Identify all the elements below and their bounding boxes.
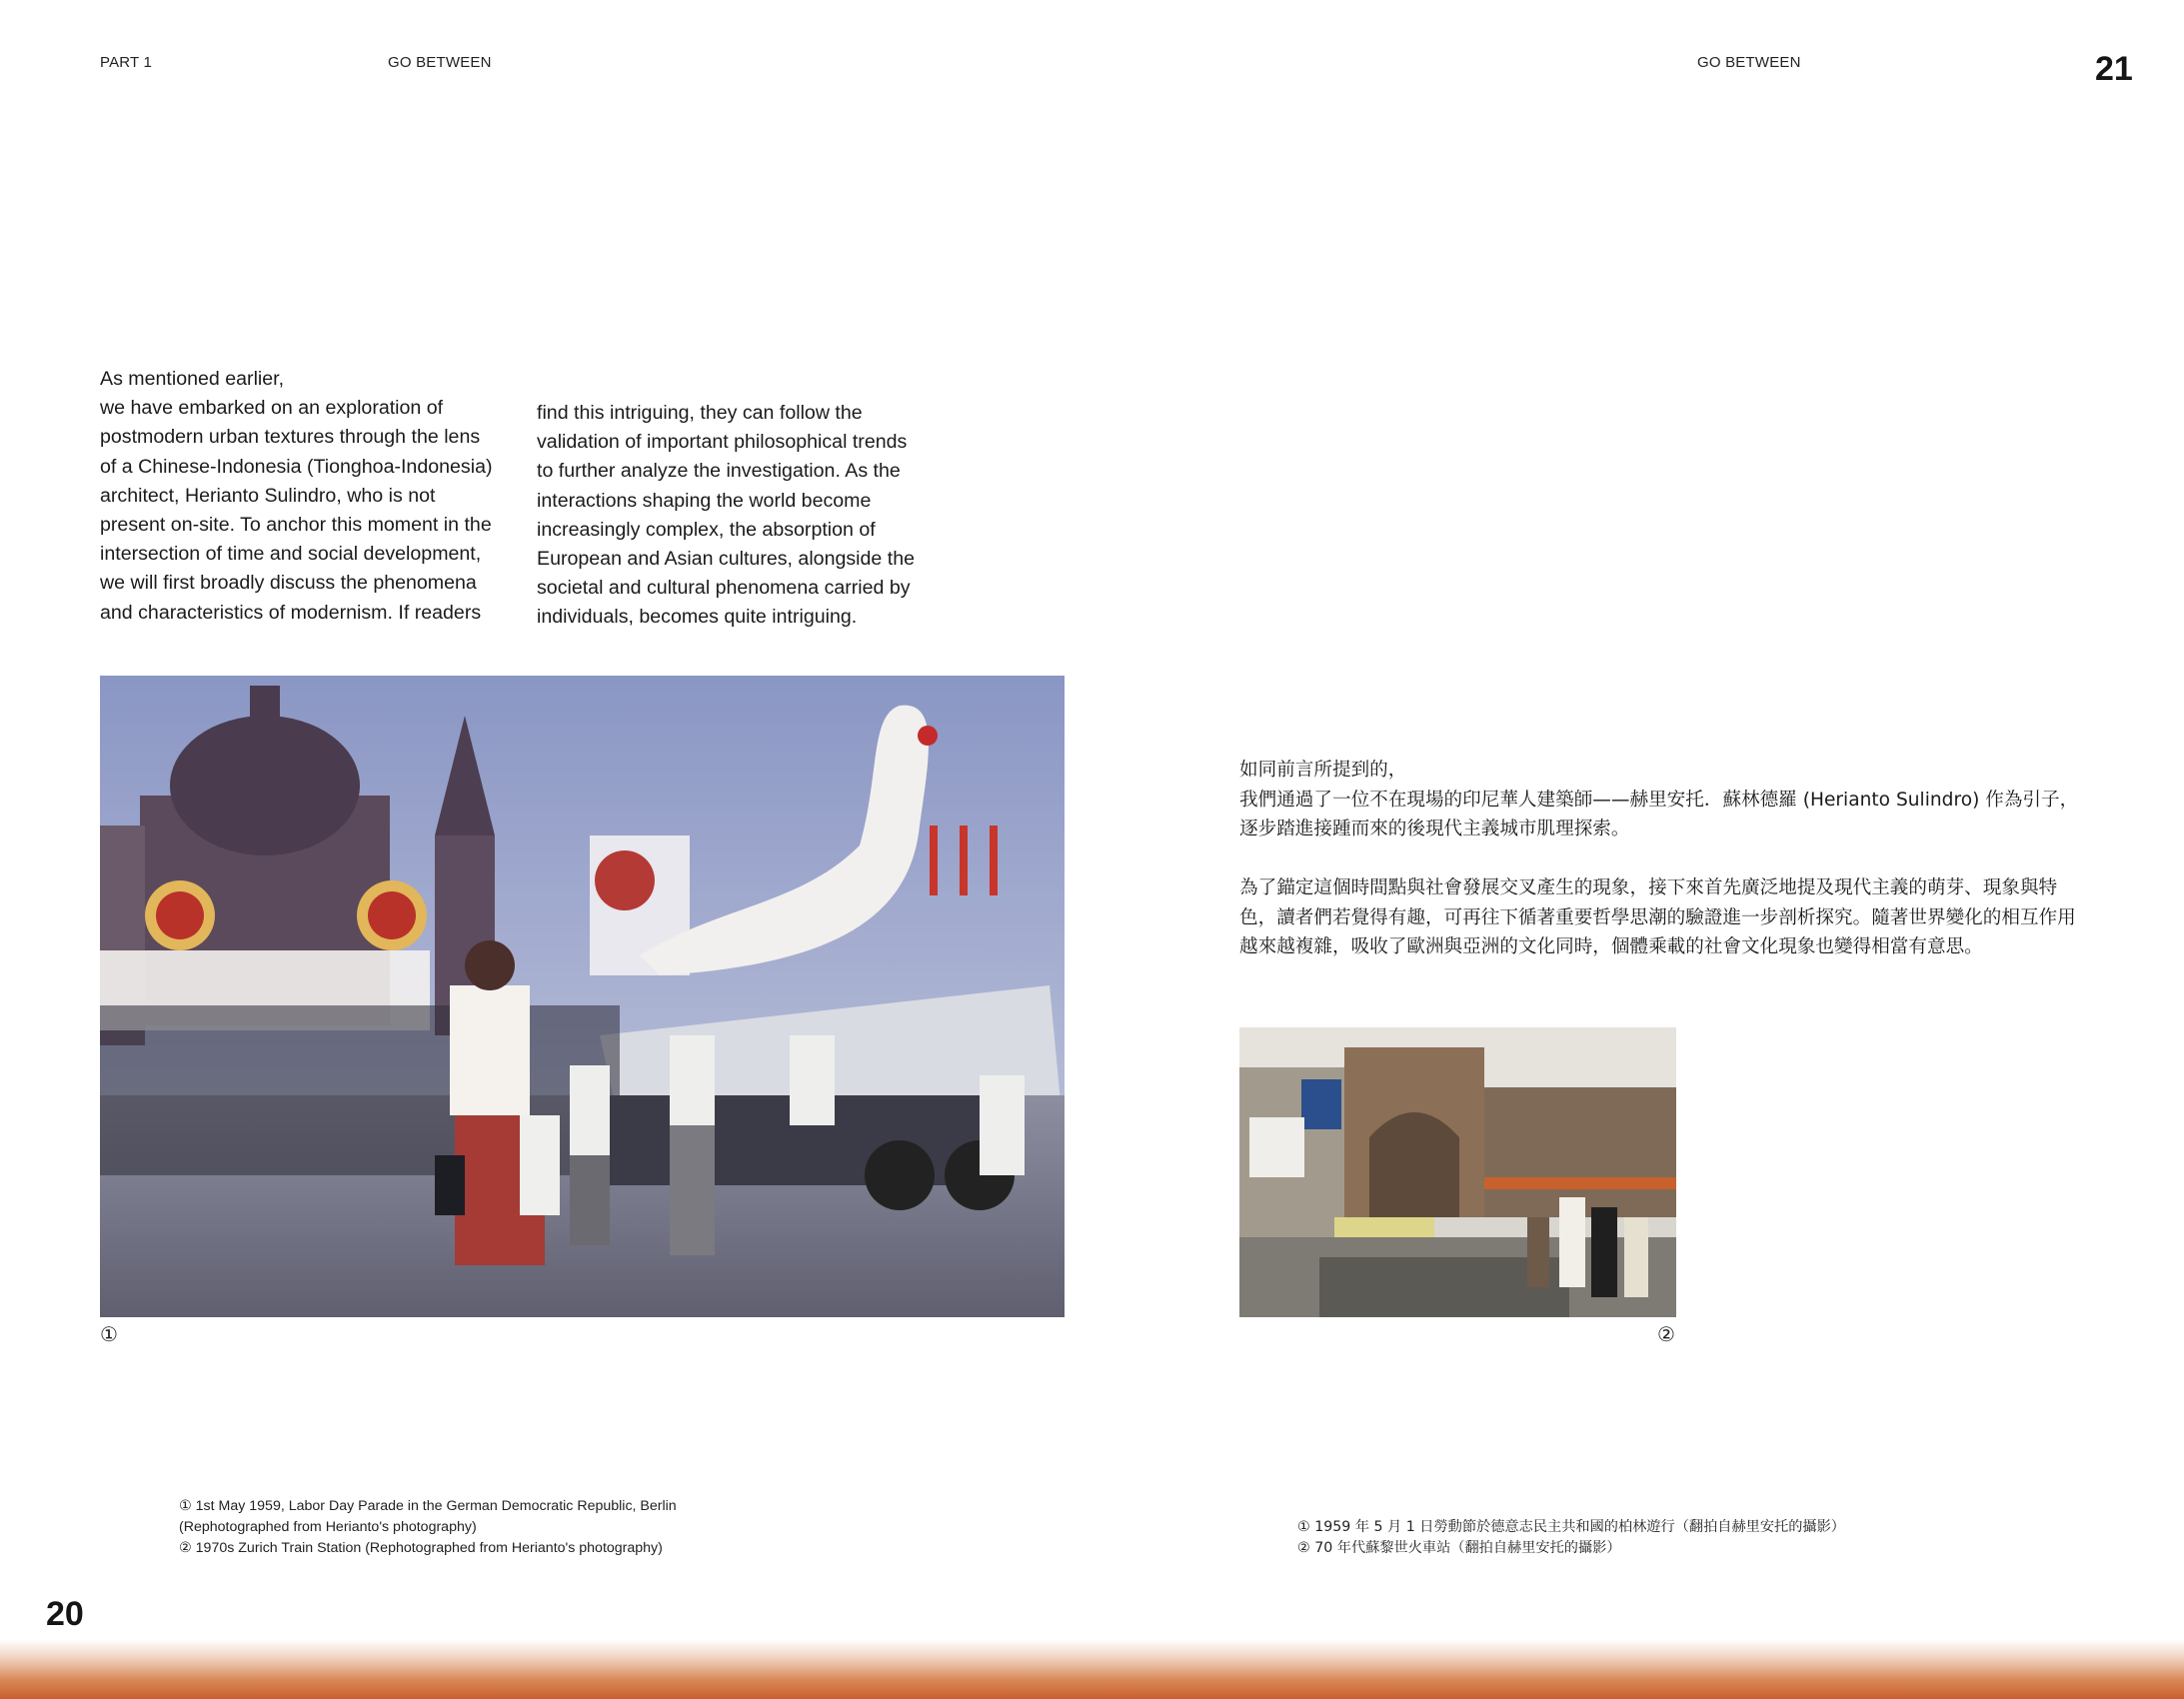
chinese-paragraph-2: 為了錨定這個時間點與社會發展交叉產生的現象，接下來首先廣泛地提及現代主義的萌芽、現象與特色，讀者們若覺得有趣，可再往下循著重要哲學思潮的驗證進一步剖析探究。隨著世界變化的相互作用越來越複雜，吸收了歐洲與亞洲的文化同時，個體乘載的社會文化現象也變得相當有意思。: [1239, 877, 2076, 957]
photo-zurich-station: [1239, 1027, 1676, 1317]
english-text-column-1: [100, 347, 520, 646]
photo-berlin-parade-image: [100, 676, 1065, 1317]
chinese-text-block: [1239, 756, 2089, 962]
chinese-captions: [1297, 1517, 1997, 1559]
photo-zurich-station-image: [1239, 1027, 1676, 1317]
english-paragraph-1: As mentioned earlier, we have embarked on an exploration of postmodern urban textures through the lens of a Chinese-Indonesia (Tionghoa-Indonesia) architect, Herianto Sulindro, who is not present on-site. To anchor this moment in the intersection of time and social development, we will first broadly discuss the phenomena and characteristics of modernism. If readers: [100, 368, 493, 624]
caption-en-line-3: ② 1970s Zurich Train Station (Rephotographed from Herianto's photography): [179, 1540, 663, 1556]
photo-berlin-parade: [100, 676, 1065, 1317]
caption-zh-line-1: ① 1959 年 5 月 1 日勞動節於德意志民主共和國的柏林遊行（翻拍自赫里安托的攝影）: [1297, 1519, 1845, 1535]
chinese-paragraph-1: 我們通過了一位不在現場的印尼華人建築師——赫里安托．蘇林德羅 (Herianto Sulindro) 作為引子，逐步踏進接踵而來的後現代主義城市肌理探索。: [1239, 789, 2079, 840]
bottom-color-band: [0, 1639, 2184, 1699]
running-header-part: PART 1: [100, 54, 153, 71]
english-captions: [179, 1496, 879, 1559]
caption-en-line-1: ① 1st May 1959, Labor Day Parade in the German Democratic Republic, Berlin: [179, 1498, 677, 1514]
photo-2-marker: ②: [1657, 1324, 1675, 1346]
photo-1-marker: ①: [100, 1324, 118, 1346]
english-text-column-2: [537, 381, 957, 651]
running-header-title-left: GO BETWEEN: [388, 54, 492, 71]
caption-en-line-2: (Rephotographed from Herianto's photography): [179, 1519, 477, 1535]
english-paragraph-2: find this intriguing, they can follow the validation of important philosophical trends to further analyze the investigation. As the interactions shaping the world become increasingly complex, the absorption of European and Asian cultures, alongside the societal and cultural phenomena carried by individuals, becomes quite intriguing.: [537, 402, 915, 629]
caption-zh-line-2: ② 70 年代蘇黎世火車站（翻拍自赫里安托的攝影）: [1297, 1540, 1621, 1556]
chinese-intro-line: 如同前言所提到的，: [1239, 760, 1407, 781]
running-header-title-right: GO BETWEEN: [1697, 54, 1801, 71]
page-number-right: 21: [2095, 50, 2133, 88]
page-number-left: 20: [46, 1595, 84, 1633]
